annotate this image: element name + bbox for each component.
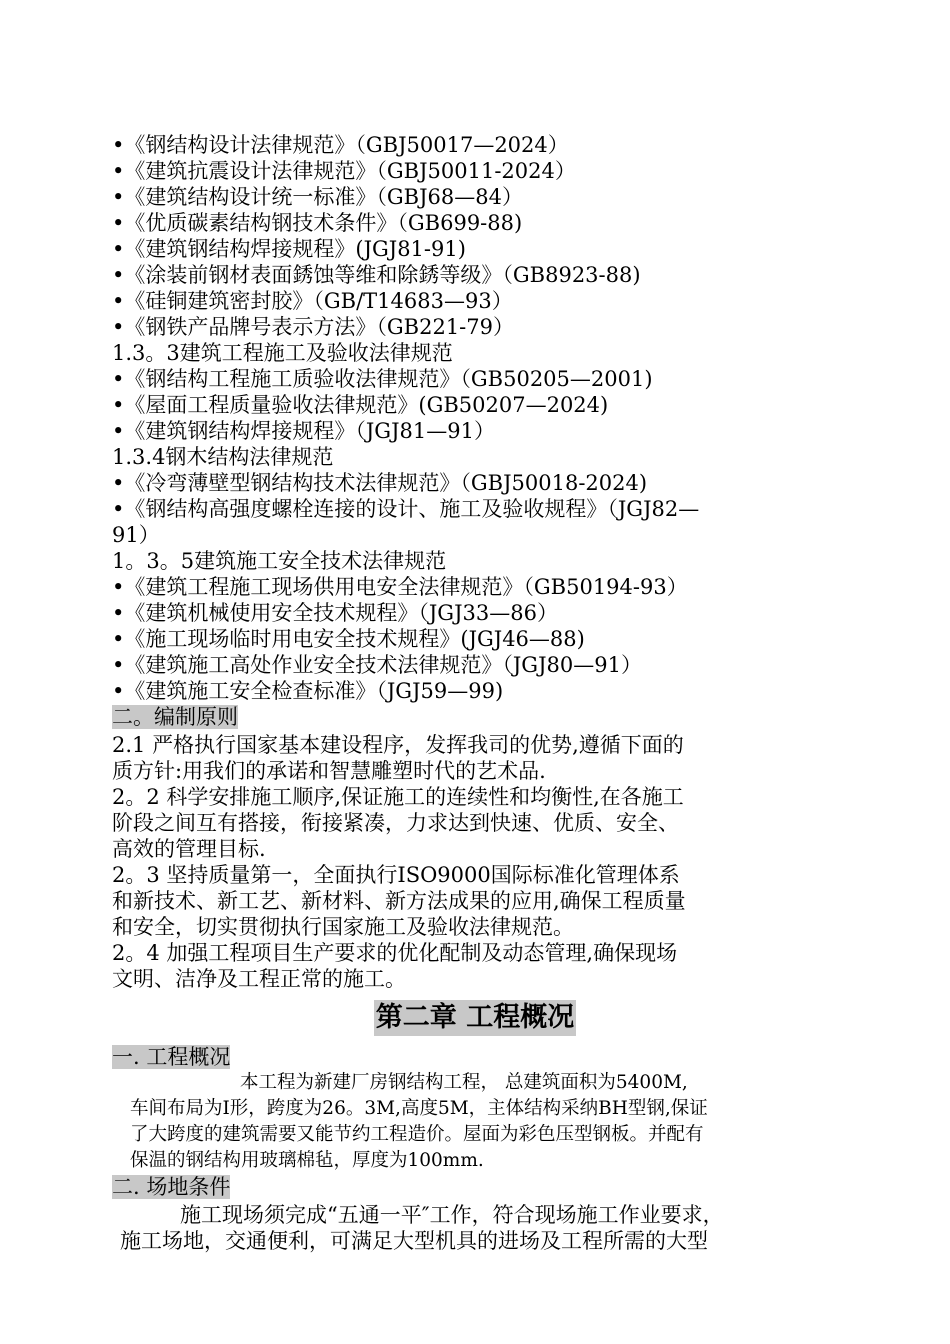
list-item: •《屋面工程质量验收法律规范》(GB50207—2024) [112,393,609,417]
list-item: •《建筑机械使用安全技术规程》（JGJ33—86） [112,601,558,625]
section-heading [112,1174,230,1200]
list-item: •《硅铜建筑密封胶》（GB/T14683—93） [112,289,513,313]
list-item: •《优质碳素结构钢技术条件》（GB699-88) [112,211,523,235]
paragraph-line: 高效的管理目标. [112,837,266,861]
list-item: •《冷弯薄壁型钢结构技术法律规范》（GBJ50018-2024) [112,471,648,495]
list-item: •《建筑抗震设计法律规范》（GBJ50011-2024） [112,159,576,183]
list-item: •《钢铁产品牌号表示方法》（GB221-79） [112,315,514,339]
list-item: •《涂装前钢材表面銹蚀等维和除銹等级》（GB8923-88) [112,263,641,287]
section-heading [112,704,238,730]
list-item: •《施工现场临时用电安全技术规程》(JGJ46—88) [112,627,585,651]
list-item: •《建筑施工安全检查标准》（JGJ59—99) [112,679,504,703]
subsection-heading: 1.3。3建筑工程施工及验收法律规范 [112,341,453,365]
paragraph-line: 2.1 严格执行国家基本建设程序，发挥我司的优势,遵循下面的 [112,733,684,757]
list-item: •《钢结构高强度螺栓连接的设计、施工及验收规程》（JGJ82— [112,497,700,521]
paragraph-line: 了大跨度的建筑需要又能节约工程造价。屋面为彩色压型钢板。并配有 [130,1124,704,1145]
list-item: •《建筑施工高处作业安全技术法律规范》（JGJ80—91） [112,653,642,677]
section-heading-label: 二。编制原则 [112,705,238,729]
list-item: •《建筑钢结构焊接规程》(JGJ81-91) [112,237,466,261]
paragraph-line: 2。2 科学安排施工顺序,保证施工的连续性和均衡性,在各施工 [112,785,684,809]
paragraph-line: 2。3 坚持质量第一，全面执行ISO9000国际标准化管理体系 [112,863,680,887]
section-heading-label: 一. 工程概况 [112,1045,231,1069]
paragraph-line: 本工程为新建厂房钢结构工程， 总建筑面积为5400M, [240,1072,688,1093]
list-item: •《建筑工程施工现场供用电安全法律规范》（GB50194-93） [112,575,688,599]
paragraph-line: 2。4 加强工程项目生产要求的优化配制及动态管理,确保现场 [112,941,678,965]
list-item-continuation: 91） [112,523,160,547]
subsection-heading: 1。3。5建筑施工安全技术法律规范 [112,549,447,573]
paragraph-line: 和安全，切实贯彻执行国家施工及验收法律规范。 [112,915,574,939]
subsection-heading: 1.3.4钢木结构法律规范 [112,445,334,469]
paragraph-line: 保温的钢结构用玻璃棉毡，厚度为100mm. [130,1150,484,1171]
list-item: •《建筑钢结构焊接规程》（JGJ81—91） [112,419,495,443]
chapter-title [0,1000,950,1036]
list-item: •《建筑结构设计统一标准》（GBJ68—84） [112,185,523,209]
paragraph-line: 施工场地，交通便利，可满足大型机具的进场及工程所需的大型 [120,1229,708,1253]
paragraph-line: 车间布局为I形，跨度为26。3M,高度5M，主体结构采纳BH型钢,保证 [130,1098,708,1119]
paragraph-line: 施工现场须完成“五通一平″工作，符合现场施工作业要求， [180,1203,724,1227]
paragraph-line: 质方针:用我们的承诺和智慧雕塑时代的艺术品. [112,759,546,783]
paragraph-line: 文明、洁净及工程正常的施工。 [112,967,406,991]
section-heading [112,1044,230,1070]
paragraph-line: 阶段之间互有搭接，衔接紧凑，力求达到快速、优质、安全、 [112,811,679,835]
section-heading-label: 二. 场地条件 [112,1175,231,1199]
chapter-title-label: 第二章 工程概况 [374,1000,576,1036]
paragraph-line: 和新技术、新工艺、新材料、新方法成果的应用,确保工程质量 [112,889,686,913]
list-item: •《钢结构工程施工质验收法律规范》（GB50205—2001) [112,367,653,391]
list-item: •《钢结构设计法律规范》（GBJ50017—2024） [112,133,569,157]
